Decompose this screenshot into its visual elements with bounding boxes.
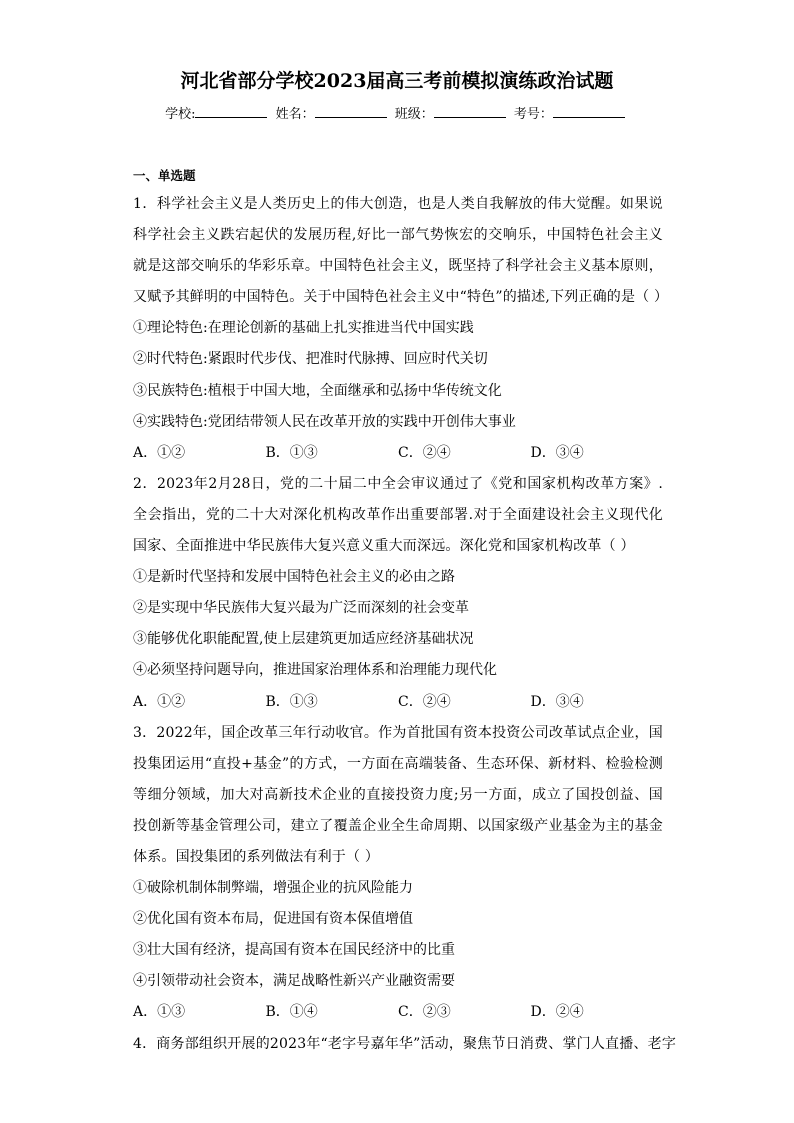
section-title: 一、单选题 xyxy=(133,168,196,183)
choice-a: A．①② xyxy=(133,444,186,461)
name-label: 姓名： xyxy=(275,107,315,122)
question-option: ①破除机制体制弊端，增强企业的抗风险能力 xyxy=(133,880,413,897)
choice-a: A．①③ xyxy=(133,1004,186,1021)
choice-c: C．②③ xyxy=(398,1004,451,1021)
class-label: 班级： xyxy=(394,107,434,122)
name-blank xyxy=(315,105,387,118)
question-stem: 4．商务部组织开展的2023年“老字号嘉年华”活动，聚焦节日消费、掌门人直播、老字 xyxy=(133,1035,677,1052)
choice-d: D．②④ xyxy=(530,1004,584,1021)
question-option: ③民族特色:植根于中国大地，全面继承和弘扬中华传统文化 xyxy=(133,382,502,399)
question-1 xyxy=(133,189,669,469)
question-option: ①是新时代坚持和发展中国特色社会主义的必由之路 xyxy=(133,569,455,586)
question-option: ③能够优化职能配置,使上层建筑更加适应经济基础状况 xyxy=(133,631,474,648)
question-option: ①理论特色:在理论创新的基础上扎实推进当代中国实践 xyxy=(133,320,474,337)
question-option: ②优化国有资本布局，促进国有资本保值增值 xyxy=(133,911,413,928)
page-title: 河北省部分学校2023届高三考前模拟演练政治试题 xyxy=(180,70,614,92)
question-option: ④引领带动社会资本，满足战略性新兴产业融资需要 xyxy=(133,973,455,990)
question-stem: 1．科学社会主义是人类历史上的伟大创造，也是人类自我解放的伟大觉醒。如果说科学社会主义跌宕起伏的发展历程,好比一部气势恢宏的交响乐，中国特色社会主义就是这部交响乐的华彩乐章。中国特色社会主义，既坚持了科学社会主义基本原则，又赋予其鲜明的中国特色。关于中国特色社会主义中“特色”的描述,下列正确的是（ ） xyxy=(133,196,669,306)
question-stem: 2．2023年2月28日，党的二十届二中全会审议通过了《党和国家机构改革方案》.全会指出，党的二十大对深化机构改革作出重要部署.对于全面建设社会主义现代化国家、全面推进中华民族伟大复兴意义重大而深远。深化党和国家机构改革（ ） xyxy=(133,475,663,555)
choice-b: B．①④ xyxy=(265,1004,318,1021)
school-label: 学校: xyxy=(165,107,196,122)
choice-c: C．②④ xyxy=(398,444,451,461)
answer-choices xyxy=(133,997,663,1028)
question-option: ④实践特色:党团结带领人民在改革开放的实践中开创伟大事业 xyxy=(133,413,516,430)
choice-c: C．②④ xyxy=(398,693,451,710)
question-4 xyxy=(133,1029,677,1060)
question-option: ④必须坚持问题导向，推进国家治理体系和治理能力现代化 xyxy=(133,662,497,679)
choice-a: A．①② xyxy=(133,693,186,710)
choice-d: D．③④ xyxy=(530,693,584,710)
question-3 xyxy=(133,718,663,1029)
student-info-row xyxy=(0,103,794,122)
question-option: ③壮大国有经济，提高国有资本在国民经济中的比重 xyxy=(133,942,455,959)
class-blank xyxy=(434,105,506,118)
choice-b: B．①③ xyxy=(265,444,318,461)
question-stem: 3．2022年，国企改革三年行动收官。作为首批国有资本投资公司改革试点企业，国投集团运用“直投+基金”的方式，一方面在高端装备、生态环保、新材料、检验检测等细分领域，加大对高新技术企业的直接投资力度;另一方面，成立了国投创益、国投创新等基金管理公司，建立了覆盖企业全生命周期、以国家级产业基金为主的基金体系。国投集团的系列做法有利于（ ） xyxy=(133,724,663,865)
answer-choices xyxy=(133,438,663,469)
question-option: ②是实现中华民族伟大复兴最为广泛而深刻的社会变革 xyxy=(133,600,469,617)
exam-number-blank xyxy=(553,105,625,118)
answer-choices xyxy=(133,687,663,718)
question-option: ②时代特色:紧跟时代步伐、把准时代脉搏、回应时代关切 xyxy=(133,351,488,368)
question-2 xyxy=(133,469,663,718)
exam-number-label: 考号： xyxy=(513,107,553,122)
choice-d: D．③④ xyxy=(530,444,584,461)
questions-container xyxy=(133,189,677,1060)
school-blank xyxy=(195,105,267,118)
choice-b: B．①③ xyxy=(265,693,318,710)
